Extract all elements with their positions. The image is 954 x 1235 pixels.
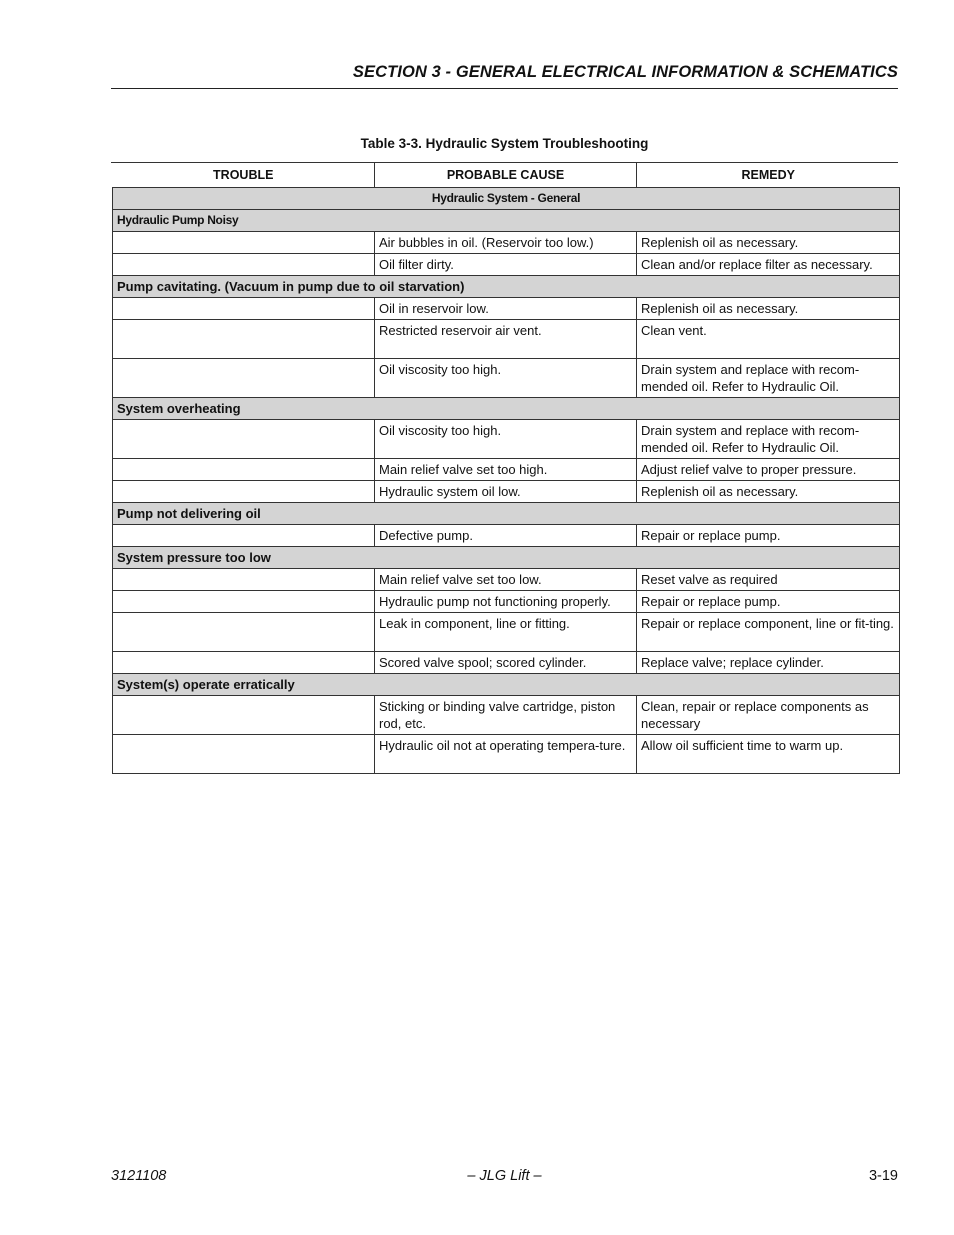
table-row [113, 525, 900, 547]
table-row [113, 613, 900, 652]
cause-cell: Hydraulic pump not functioning properly. [375, 591, 637, 613]
table-row [113, 481, 900, 503]
trouble-cell [113, 459, 375, 481]
cause-cell: Main relief valve set too high. [375, 459, 637, 481]
table-row [113, 254, 900, 276]
remedy-cell: Repair or replace pump. [637, 525, 900, 547]
remedy-cell: Clean, repair or replace components as necessary [637, 696, 900, 735]
remedy-cell: Reset valve as required [637, 569, 900, 591]
cause-cell: Air bubbles in oil. (Reservoir too low.) [375, 232, 637, 254]
table-row [113, 591, 900, 613]
trouble-cell [113, 298, 375, 320]
remedy-cell: Drain system and replace with recom-mended oil. Refer to Hydraulic Oil. [637, 359, 900, 398]
trouble-cell [113, 696, 375, 735]
table-row [113, 459, 900, 481]
category-row [113, 188, 900, 210]
remedy-cell: Replenish oil as necessary. [637, 298, 900, 320]
remedy-cell: Clean and/or replace filter as necessary. [637, 254, 900, 276]
remedy-cell: Replace valve; replace cylinder. [637, 652, 900, 674]
trouble-label: System pressure too low [113, 547, 900, 569]
table-row [113, 420, 900, 459]
trouble-label: Pump cavitating. (Vacuum in pump due to oil starvation) [113, 276, 900, 298]
cause-cell: Main relief valve set too low. [375, 569, 637, 591]
table-caption: Table 3-3. Hydraulic System Troubleshooting [360, 136, 649, 151]
category-label: Hydraulic System - General [113, 188, 900, 210]
trouble-cell [113, 652, 375, 674]
trouble-cell [113, 591, 375, 613]
header-divider [111, 88, 898, 89]
table-row [113, 652, 900, 674]
trouble-group-row [113, 674, 900, 696]
trouble-cell [113, 569, 375, 591]
remedy-cell: Replenish oil as necessary. [637, 481, 900, 503]
table-row [113, 359, 900, 398]
cause-cell: Leak in component, line or fitting. [375, 613, 637, 652]
cause-cell: Hydraulic system oil low. [375, 481, 637, 503]
trouble-label: System(s) operate erratically [113, 674, 900, 696]
column-header-cause: PROBABLE CAUSE [375, 163, 637, 188]
cause-cell: Oil viscosity too high. [375, 420, 637, 459]
trouble-group-row [113, 503, 900, 525]
trouble-label: Hydraulic Pump Noisy [113, 210, 900, 232]
page-number: 3-19 [868, 1168, 898, 1184]
trouble-group-row [113, 276, 900, 298]
cause-cell: Scored valve spool; scored cylinder. [375, 652, 637, 674]
trouble-cell [113, 525, 375, 547]
trouble-cell [113, 735, 375, 774]
footer-brand: – JLG Lift – [467, 1168, 542, 1184]
troubleshooting-table [112, 163, 900, 774]
column-header-remedy: REMEDY [637, 163, 900, 188]
trouble-group-row [113, 547, 900, 569]
trouble-label: Pump not delivering oil [113, 503, 900, 525]
trouble-cell [113, 481, 375, 503]
remedy-cell: Clean vent. [637, 320, 900, 359]
table-row [113, 232, 900, 254]
remedy-cell: Repair or replace pump. [637, 591, 900, 613]
cause-cell: Restricted reservoir air vent. [375, 320, 637, 359]
trouble-cell [113, 359, 375, 398]
cause-cell: Oil viscosity too high. [375, 359, 637, 398]
column-header-trouble: TROUBLE [113, 163, 375, 188]
remedy-cell: Repair or replace component, line or fit-ting. [637, 613, 900, 652]
cause-cell: Sticking or binding valve cartridge, piston rod, etc. [375, 696, 637, 735]
remedy-cell: Adjust relief valve to proper pressure. [637, 459, 900, 481]
table-row [113, 298, 900, 320]
table-row [113, 320, 900, 359]
trouble-group-row [113, 210, 900, 232]
trouble-label: System overheating [113, 398, 900, 420]
trouble-cell [113, 613, 375, 652]
table-row [113, 735, 900, 774]
cause-cell: Defective pump. [375, 525, 637, 547]
table-row [113, 696, 900, 735]
section-title: SECTION 3 - GENERAL ELECTRICAL INFORMATION & SCHEMATICS [352, 63, 898, 81]
remedy-cell: Replenish oil as necessary. [637, 232, 900, 254]
trouble-cell [113, 254, 375, 276]
cause-cell: Oil in reservoir low. [375, 298, 637, 320]
trouble-cell [113, 320, 375, 359]
trouble-group-row [113, 398, 900, 420]
table-header-row [113, 163, 900, 188]
table-row [113, 569, 900, 591]
cause-cell: Hydraulic oil not at operating tempera-ture. [375, 735, 637, 774]
trouble-cell [113, 232, 375, 254]
trouble-cell [113, 420, 375, 459]
cause-cell: Oil filter dirty. [375, 254, 637, 276]
remedy-cell: Allow oil sufficient time to warm up. [637, 735, 900, 774]
document-number: 3121108 [111, 1168, 167, 1184]
remedy-cell: Drain system and replace with recom-mended oil. Refer to Hydraulic Oil. [637, 420, 900, 459]
